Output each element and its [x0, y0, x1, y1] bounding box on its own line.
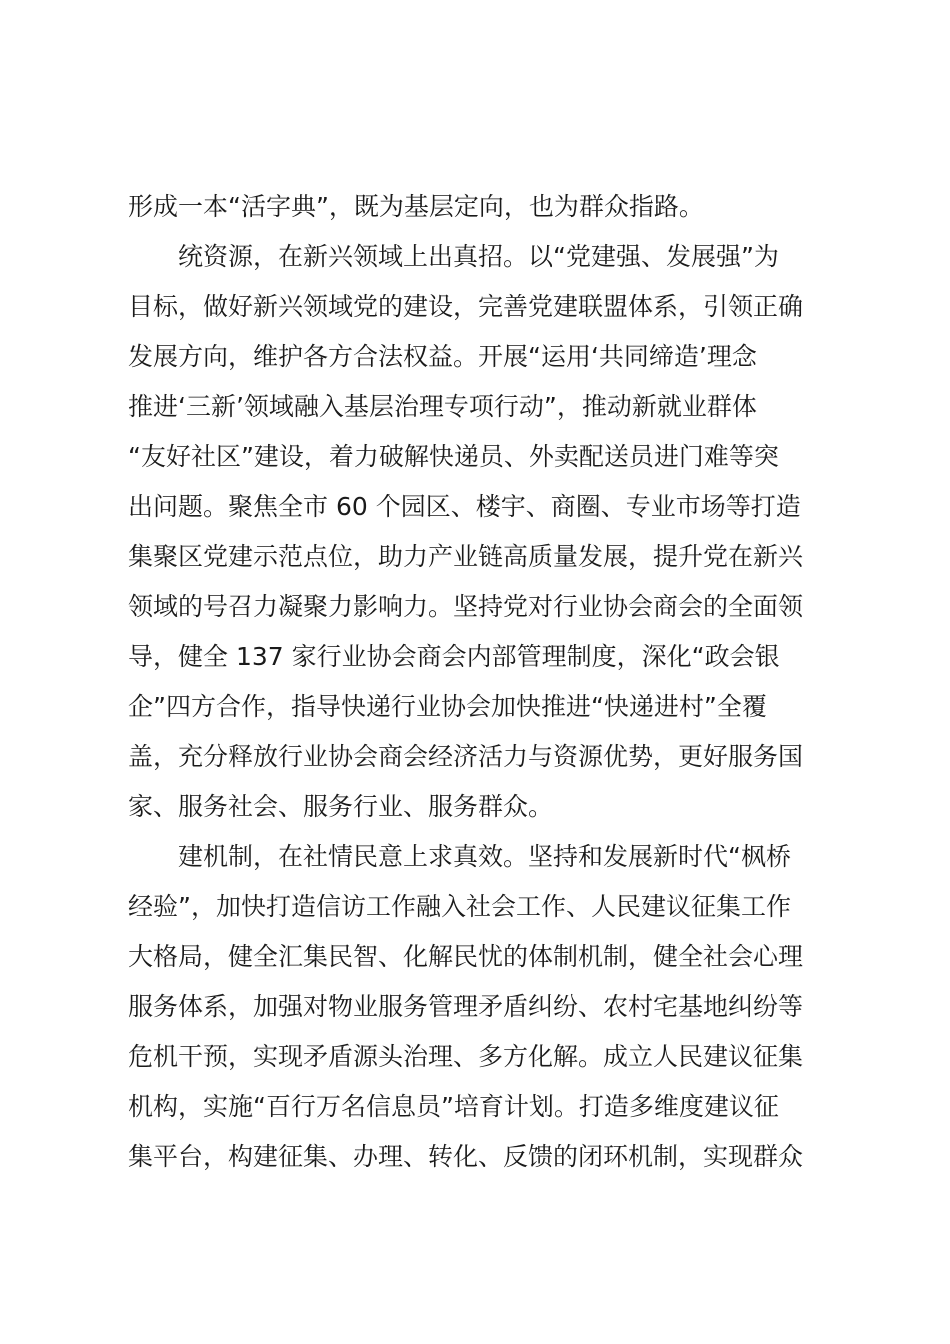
- text-line: 大格局，健全汇集民智、化解民忧的体制机制，健全社会心理: [128, 942, 804, 971]
- text-line: “友好社区”建设，着力破解快递员、外卖配送员进门难等突: [128, 442, 779, 471]
- text-line: 经验”，加快打造信访工作融入社会工作、人民建议征集工作: [128, 892, 791, 921]
- paragraph-start-line: 建机制，在社情民意上求真效。坚持和发展新时代“枫桥: [178, 842, 791, 871]
- text-line: 目标，做好新兴领域党的建设，完善党建联盟体系，引领正确: [128, 292, 804, 321]
- text-line: 集聚区党建示范点位，助力产业链高质量发展，提升党在新兴: [128, 542, 804, 571]
- text-line: 出问题。聚焦全市 60 个园区、楼宇、商圈、专业市场等打造: [128, 492, 801, 521]
- text-line: 形成一本“活字典”，既为基层定向，也为群众指路。: [128, 192, 704, 221]
- text-line: 推进‘三新’领域融入基层治理专项行动”，推动新就业群体: [128, 392, 757, 421]
- text-line: 导，健全 137 家行业协会商会内部管理制度，深化“政会银: [128, 642, 780, 671]
- text-line: 家、服务社会、服务行业、服务群众。: [128, 792, 554, 821]
- text-line: 危机干预，实现矛盾源头治理、多方化解。成立人民建议征集: [128, 1042, 804, 1071]
- text-line: 企”四方合作，指导快递行业协会加快推进“快递进村”全覆: [128, 692, 767, 721]
- text-line: 集平台，构建征集、办理、转化、反馈的闭环机制，实现群众: [128, 1142, 804, 1171]
- document-body: [128, 182, 838, 1182]
- text-line: 服务体系，加强对物业服务管理矛盾纠纷、农村宅基地纠纷等: [128, 992, 804, 1021]
- text-line: 领域的号召力凝聚力影响力。坚持党对行业协会商会的全面领: [128, 592, 804, 621]
- text-line: 发展方向，维护各方合法权益。开展“运用‘共同缔造’理念: [128, 342, 757, 371]
- text-line: 机构，实施“百行万名信息员”培育计划。打造多维度建议征: [128, 1092, 779, 1121]
- text-line: 盖，充分释放行业协会商会经济活力与资源优势，更好服务国: [128, 742, 804, 771]
- paragraph-start-line: 统资源，在新兴领域上出真招。以“党建强、发展强”为: [178, 242, 779, 271]
